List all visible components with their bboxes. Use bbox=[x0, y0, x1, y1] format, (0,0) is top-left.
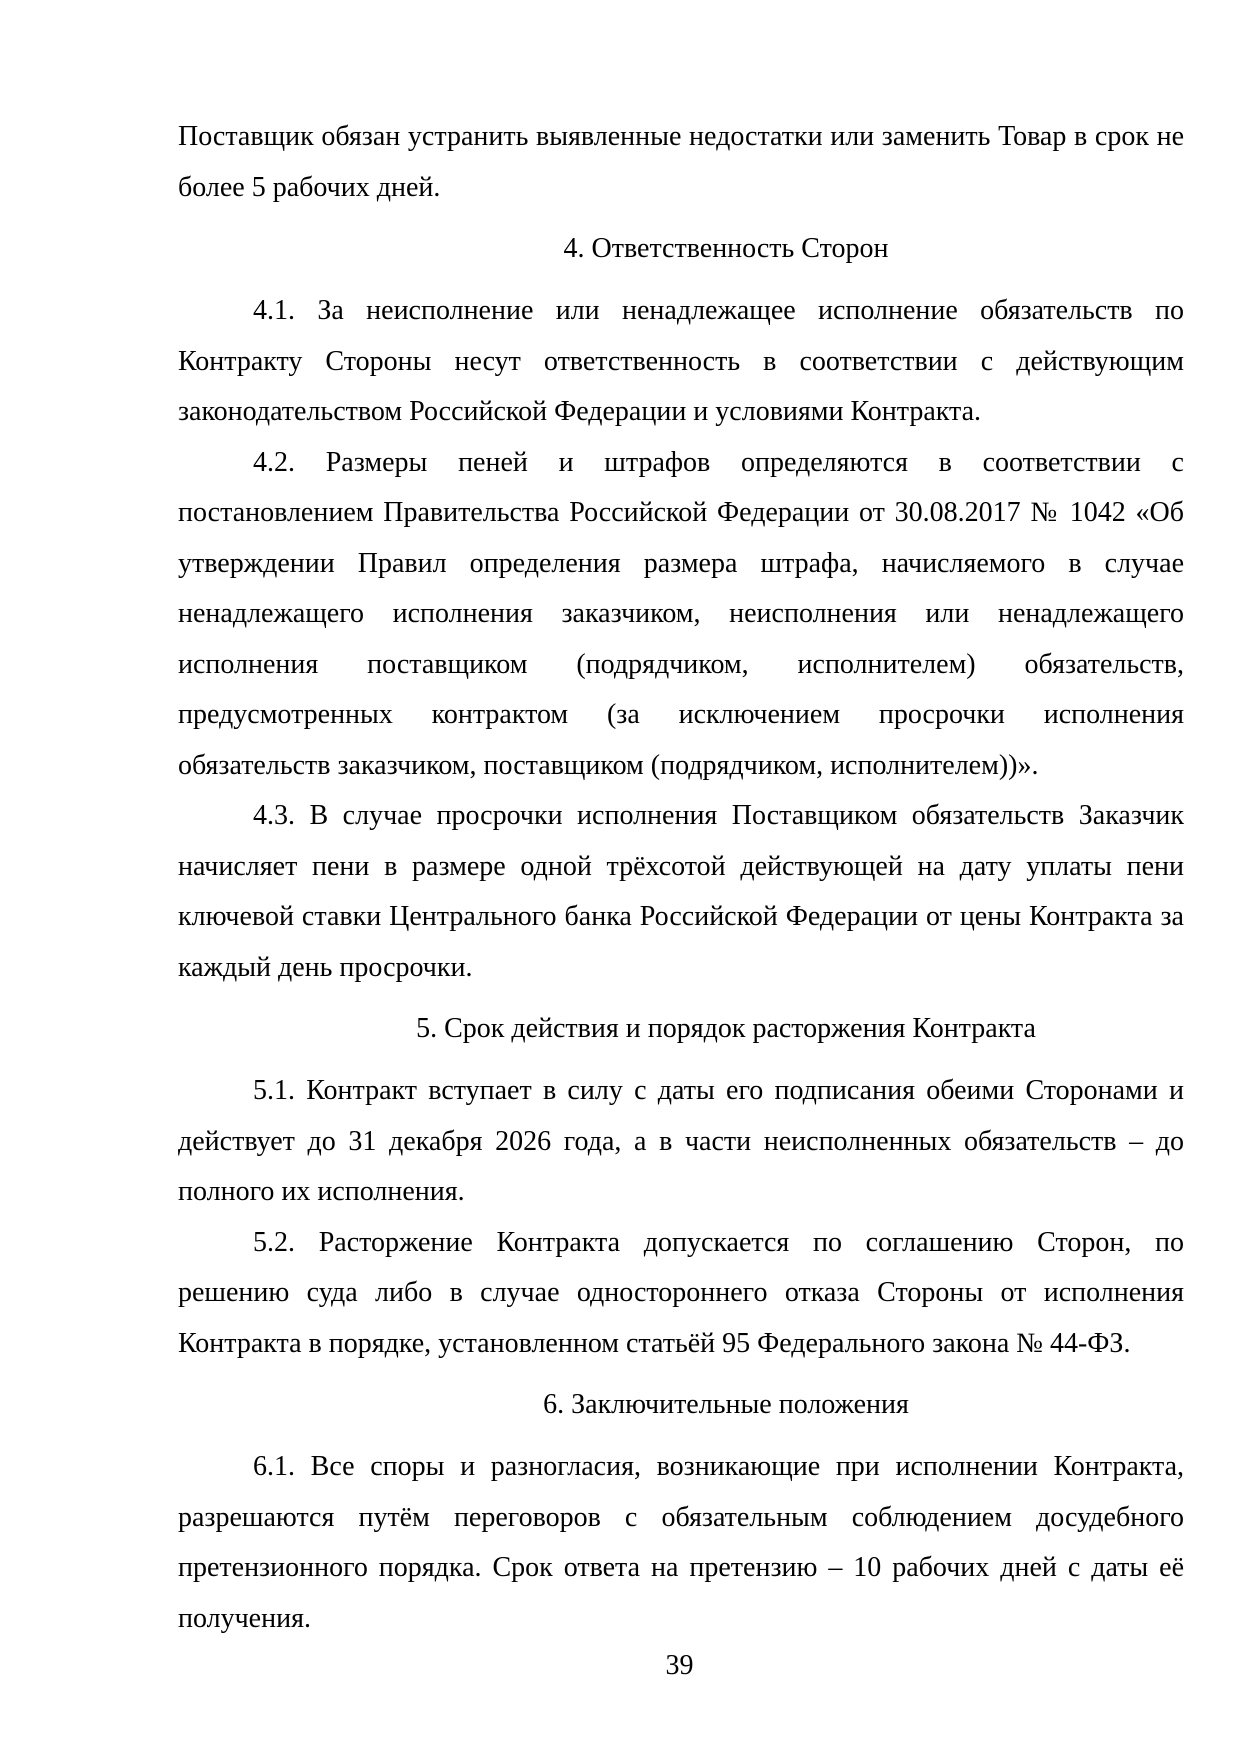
paragraph-4-2: 4.2. Размеры пеней и штрафов определяются в соответствии с постановлением Правительства Российской Федерации от 30.08.2017 № 1042 «Об утверждении Правил определения размера штрафа, начисляемого в случае ненадлежащего исполнения заказчиком, неисполнения или ненадлежащего исполнения поставщиком (подрядчиком, исполнителем) обязательств, предусмотренных контрактом (за исключением просрочки исполнения обязательств заказчиком, поставщиком (подрядчиком, исполнителем))». bbox=[178, 446, 1184, 781]
paragraph-4-1: 4.1. За неисполнение или ненадлежащее исполнение обязательств по Контракту Стороны несут ответственность в соответствии с действующим законодательством Российской Федерации и условиями Контракта. bbox=[178, 295, 1184, 427]
document-page bbox=[178, 112, 1184, 1644]
paragraph-5-2: 5.2. Расторжение Контракта допускается по соглашению Сторон, по решению суда либо в случае одностороннего отказа Стороны от исполнения Контракта в порядке, установленном статьёй 95 Федерального закона № 44-ФЗ. bbox=[178, 1226, 1184, 1359]
paragraph-6-1: 6.1. Все споры и разногласия, возникающие при исполнении Контракта, разрешаются путём переговоров с обязательным соблюдением досудебного претензионного порядка. Срок ответа на претензию – 10 рабочих дней с даты её получения. bbox=[178, 1451, 1184, 1634]
section-heading-6: 6. Заключительные положения bbox=[543, 1389, 909, 1420]
paragraph-5-1: 5.1. Контракт вступает в силу с даты его подписания обеими Сторонами и действует до 31 декабря 2026 года, а в части неисполненных обязательств – до полного их исполнения. bbox=[178, 1075, 1184, 1207]
section-heading-5: 5. Срок действия и порядок расторжения Контракта bbox=[416, 1013, 1036, 1044]
paragraph-continuation: Поставщик обязан устранить выявленные недостатки или заменить Товар в срок не более 5 рабочих дней. bbox=[178, 121, 1184, 203]
page-number: 39 bbox=[665, 1650, 694, 1681]
paragraph-4-3: 4.3. В случае просрочки исполнения Поставщиком обязательств Заказчик начисляет пени в размере одной трёхсотой действующей на дату уплаты пени ключевой ставки Центрального банка Российской Федерации от цены Контракта за каждый день просрочки. bbox=[178, 800, 1184, 983]
section-heading-4: 4. Ответственность Сторон bbox=[563, 233, 889, 264]
